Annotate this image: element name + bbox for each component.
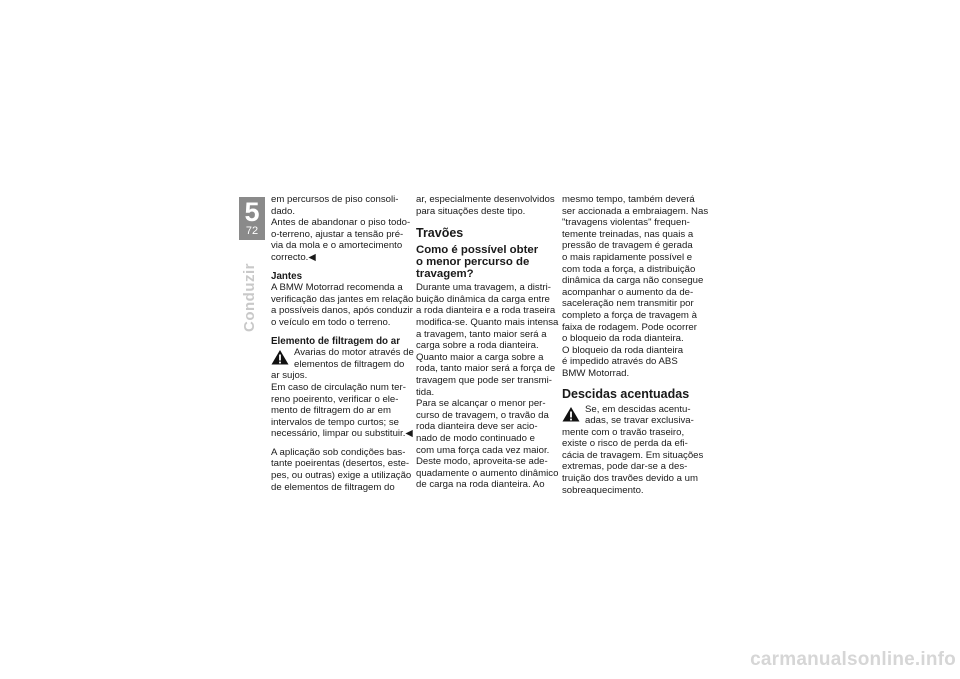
section-heading-jantes: Jantes xyxy=(271,270,303,282)
text-line: Como é possível obter xyxy=(416,244,539,257)
text-line: cácia de travagem. Em situações xyxy=(562,449,704,461)
text-line: dado. xyxy=(271,205,296,217)
text-line: reno poeirento, verificar o ele- xyxy=(271,393,399,405)
text-line: nado de modo continuado e xyxy=(416,432,535,444)
text-line: o-terreno, ajustar a tensão pré- xyxy=(271,228,404,240)
text-line: verificação das jantes em relação xyxy=(271,293,414,305)
warning-block xyxy=(271,347,414,440)
text-line: existe o risco de perda da efi- xyxy=(562,438,688,450)
text-line: via da mola e o amortecimento xyxy=(271,240,403,252)
text-line: adas, se travar exclusiva- xyxy=(585,415,694,427)
text-line: o menor percurso de xyxy=(416,256,530,269)
text-line: carga sobre a roda dianteira. xyxy=(416,340,539,352)
text-line: A BMW Motorrad recomenda a xyxy=(271,282,403,294)
warning-text xyxy=(562,427,702,497)
chapter-title: Conduzir xyxy=(241,263,258,332)
text-line: a travagem, tanto maior será a xyxy=(416,328,547,340)
text-line: é impedido através do ABS xyxy=(562,356,678,368)
text-line: travagem que pode ser transmi- xyxy=(416,374,552,386)
warning-triangle-icon xyxy=(562,406,580,422)
text-line: pressão de travagem é gerada xyxy=(562,240,693,252)
paragraph-jantes xyxy=(271,282,414,328)
text-line: para situações deste tipo. xyxy=(416,205,526,217)
paragraph xyxy=(271,447,411,493)
text-line: Para se alcançar o menor per- xyxy=(416,398,546,410)
text-line: temente treinadas, nas quais a xyxy=(562,228,694,240)
text-line: Quanto maior a carga sobre a xyxy=(416,351,544,363)
text-line: quadamente o aumento dinâmico xyxy=(416,467,559,479)
text-line: O bloqueio da roda dianteira xyxy=(562,344,684,356)
text-line: dinâmica da carga não consegue xyxy=(562,275,704,287)
text-line: modifica-se. Quanto mais intensa xyxy=(416,316,559,328)
section-heading-descidas: Descidas acentuadas xyxy=(562,386,690,401)
text-line: elementos de filtragem do xyxy=(294,358,405,370)
text-line: extremas, pode dar-se a des- xyxy=(562,461,688,473)
column-1 xyxy=(271,194,414,493)
warning-block xyxy=(562,404,702,497)
text-line: ser accionada a embraiagem. Nas xyxy=(562,205,709,217)
warning-text-indented xyxy=(271,347,414,370)
text-line: ar, especialmente desenvolvidos xyxy=(416,194,555,205)
text-line: travagem? xyxy=(416,268,474,281)
text-line: correcto.◀ xyxy=(271,251,316,263)
text-line: BMW Motorrad. xyxy=(562,367,630,379)
column-2 xyxy=(416,194,559,491)
text-line: a possíveis danos, após conduzir xyxy=(271,305,413,317)
text-line: em percursos de piso consoli- xyxy=(271,194,399,205)
text-line: "travagens violentas" frequen- xyxy=(562,217,690,229)
text-line: de elementos de filtragem do xyxy=(271,481,395,493)
paragraph xyxy=(271,194,411,264)
section-heading-travoes: Travões xyxy=(416,226,464,241)
text-line: com uma força cada vez maior. xyxy=(416,444,550,456)
warning-text xyxy=(271,370,411,440)
text-line: Avarias do motor através de xyxy=(294,347,414,359)
text-line: sobreaquecimento. xyxy=(562,484,644,496)
text-line: o bloqueio da roda dianteira. xyxy=(562,333,684,345)
warning-triangle-icon xyxy=(271,349,289,365)
text-line: completo a força de travagem à xyxy=(562,309,697,321)
text-line: pes, ou outras) exige a utilização xyxy=(271,470,412,482)
paragraph xyxy=(416,194,556,217)
text-line: o mais rapidamente possível e xyxy=(562,251,693,263)
text-line: intervalos de tempo curtos; se xyxy=(271,416,399,428)
text-line: roda dianteira deve ser acio- xyxy=(416,421,538,433)
text-line: mento de filtragem do ar em xyxy=(271,405,391,417)
paragraph xyxy=(562,194,709,380)
paragraph-travagem xyxy=(416,282,559,491)
text-line: roda, tanto maior será a força de xyxy=(416,363,556,375)
text-line: o veículo em todo o terreno. xyxy=(271,316,391,328)
sub-heading xyxy=(416,244,556,280)
text-line: Deste modo, aproveita-se ade- xyxy=(416,456,548,468)
text-line: buição dinâmica da carga entre xyxy=(416,293,550,305)
text-line: tida. xyxy=(416,386,435,398)
watermark: carmanualsonline.info xyxy=(750,649,956,670)
text-line: necessário, limpar ou substituir.◀ xyxy=(271,428,413,440)
text-line: com toda a força, a distribuição xyxy=(562,263,696,275)
text-line: curso de travagem, o travão da xyxy=(416,409,549,421)
text-line: acompanhar o aumento da de- xyxy=(562,286,694,298)
text-line: mente com o travão traseiro, xyxy=(562,426,685,438)
text-line: Durante uma travagem, a distri- xyxy=(416,282,551,294)
warning-text-indented xyxy=(562,404,702,427)
text-line: Em caso de circulação num ter- xyxy=(271,381,406,393)
section-heading-filtro: Elemento de filtragem do ar xyxy=(271,335,401,347)
text-line: faixa de rodagem. Pode ocorrer xyxy=(562,321,697,333)
text-line: truição dos travões devido a um xyxy=(562,473,698,485)
chapter-tab xyxy=(239,197,265,240)
page-number: 72 xyxy=(245,225,259,237)
column-3 xyxy=(562,194,709,496)
text-line: Antes de abandonar o piso todo- xyxy=(271,217,411,229)
text-line: tante poeirentas (desertos, este- xyxy=(271,458,410,470)
text-line: mesmo tempo, também deverá xyxy=(562,194,695,205)
text-line: ar sujos. xyxy=(271,370,308,382)
chapter-number: 5 xyxy=(244,197,260,227)
text-line: saceleração nem transmitir por xyxy=(562,298,694,310)
text-line: de carga na roda dianteira. Ao xyxy=(416,479,545,491)
text-line: A aplicação sob condições bas- xyxy=(271,446,406,458)
text-line: Se, em descidas acentu- xyxy=(585,403,691,415)
text-line: a roda dianteira e a roda traseira xyxy=(416,305,556,317)
